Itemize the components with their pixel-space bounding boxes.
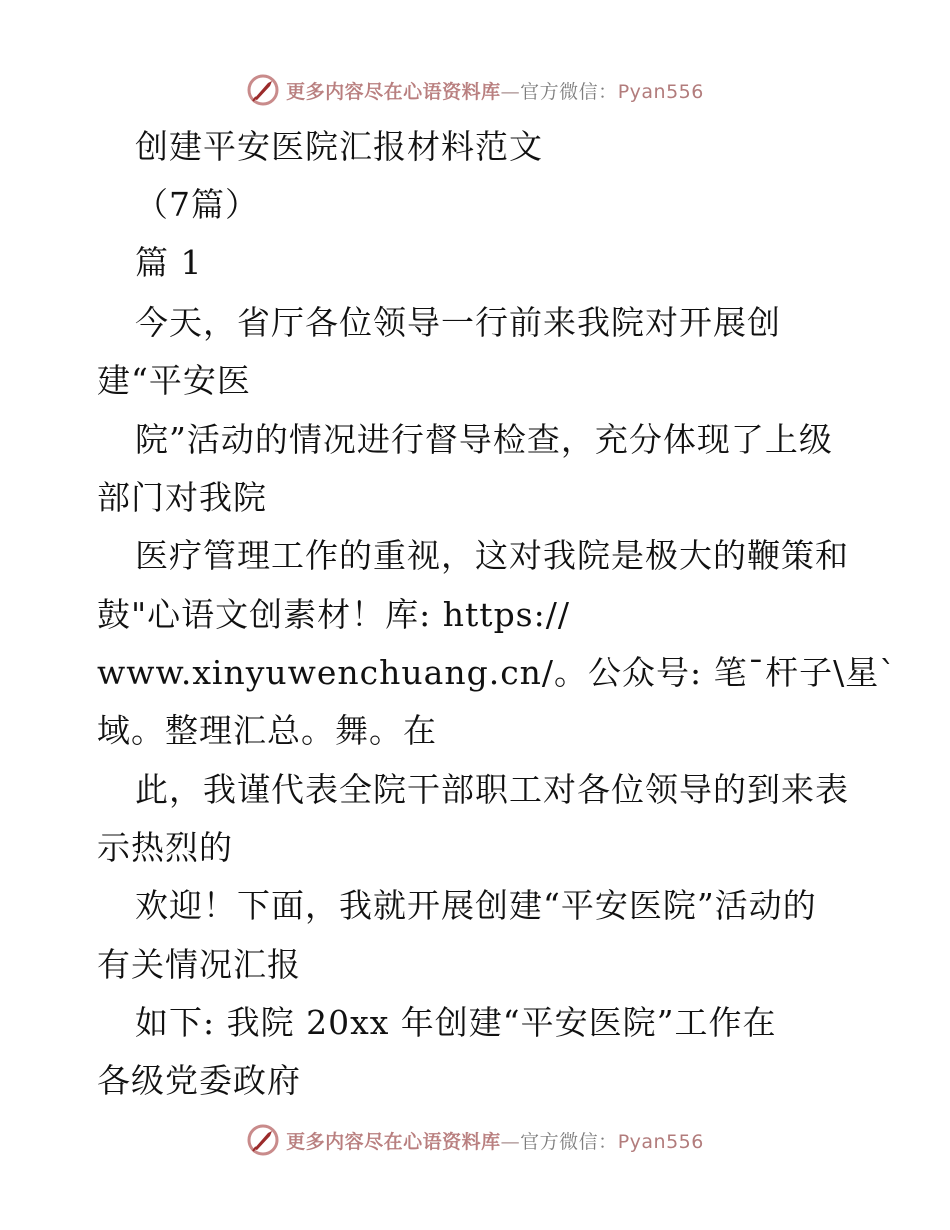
paragraph-line: 域。整理汇总。舞。在 (97, 711, 437, 750)
paragraph-line: 各级党委政府 (97, 1061, 301, 1100)
paragraph-line: 今天，省厅各位领导一行前来我院对开展创 (135, 303, 781, 342)
watermark-text: 更多内容尽在心语资料库—官方微信：Pyan556 (286, 80, 704, 103)
paragraph-line: 此，我谨代表全院干部职工对各位领导的到来表 (135, 770, 849, 809)
paragraph-line: 欢迎！下面，我就开展创建“平安医院”活动的 (135, 886, 817, 925)
paragraph-line: 有关情况汇报 (97, 945, 301, 984)
paragraph-line: 部门对我院 (97, 478, 267, 517)
document-count: （7篇） (135, 185, 259, 224)
paragraph-line: 建“平安医 (97, 361, 251, 400)
watermark-banner-bottom (0, 1120, 950, 1160)
paragraph-line: 示热烈的 (97, 828, 233, 867)
paragraph-line: 院”活动的情况进行督导检查，充分体现了上级 (135, 420, 833, 459)
paragraph-line: 如下: 我院 20xx 年创建“平安医院”工作在 (135, 1003, 777, 1042)
paragraph-line: 鼓"心语文创素材！库: https:// (97, 595, 570, 634)
document-title: 创建平安医院汇报材料范文 (135, 127, 543, 166)
quill-pen-logo-icon (246, 1123, 280, 1157)
section-heading: 篇 1 (135, 243, 203, 282)
watermark-text: 更多内容尽在心语资料库—官方微信：Pyan556 (286, 1130, 704, 1153)
paragraph-line: www.xinyuwenchuang.cn/。公众号: 笔¯杆子\星` (97, 653, 897, 692)
paragraph-line: 医疗管理工作的重视，这对我院是极大的鞭策和 (135, 536, 849, 575)
